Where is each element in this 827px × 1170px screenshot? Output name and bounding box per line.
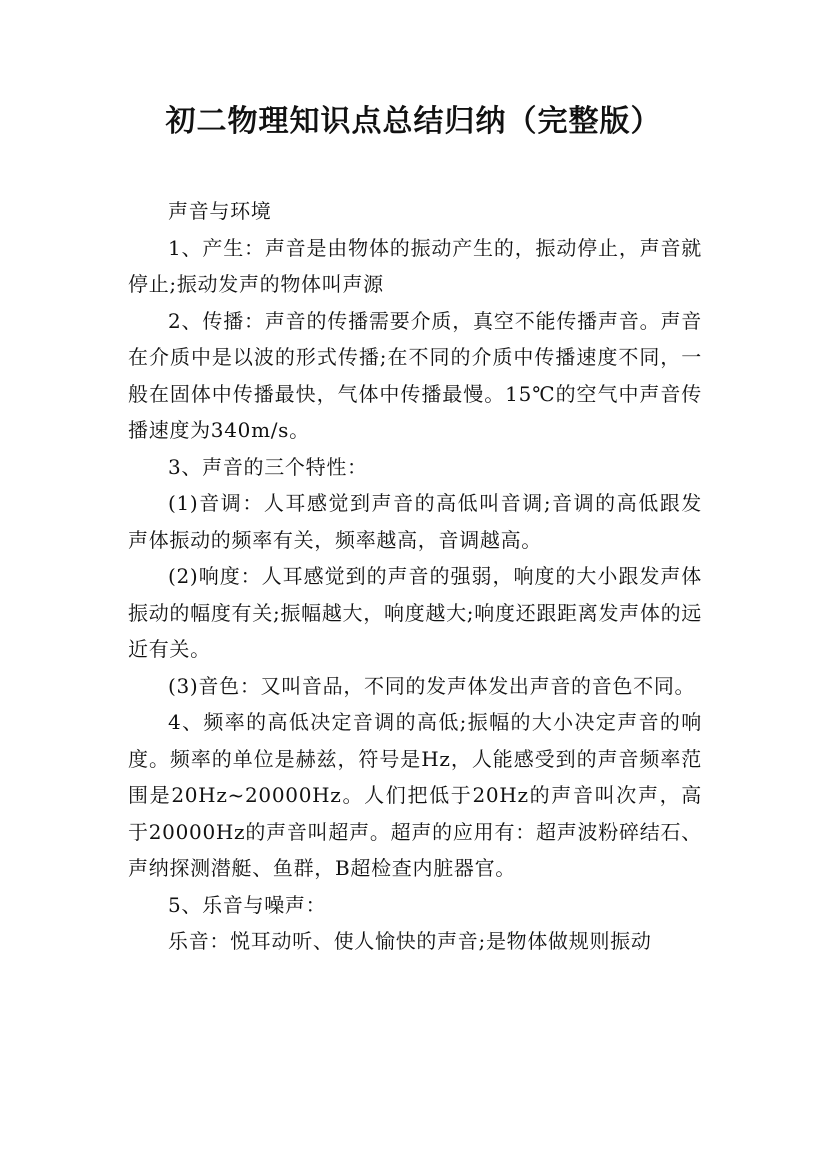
document-body — [128, 193, 702, 960]
paragraph-pitch: (1)音调：人耳感觉到声音的高低叫音调;音调的高低跟发声体振动的频率有关，频率越高，音调越高。 — [128, 491, 702, 552]
paragraph-musical-sound: 乐音：悦耳动听、使人愉快的声音;是物体做规则振动 — [168, 929, 652, 953]
paragraph-timbre: (3)音色：又叫音品，不同的发声体发出声音的音色不同。 — [168, 673, 696, 698]
paragraph-frequency: 4、频率的高低决定音调的高低;振幅的大小决定声音的响度。频率的单位是赫兹，符号是Hz，人能感受到的声音频率范围是20Hz~20000Hz。人们把低于20Hz的声音叫次声，高于20000Hz的声音叫超声。超声的应用有：超声波粉碎结石、声纳探测潜艇、鱼群，B超检查内脏器官。 — [128, 710, 702, 880]
paragraph-origin: 1、产生：声音是由物体的振动产生的，振动停止，声音就停止;振动发声的物体叫声源 — [128, 235, 702, 296]
paragraph-music-noise-heading: 5、乐音与噪声： — [168, 892, 327, 917]
paragraph-propagation: 2、传播：声音的传播需要介质，真空不能传播声音。声音在介质中是以波的形式传播;在不同的介质中传播速度不同，一般在固体中传播最快，气体中传播最慢。15℃的空气中声音传播速度为340m/s。 — [128, 308, 702, 442]
paragraph-loudness: (2)响度：人耳感觉到的声音的强弱，响度的大小跟发声体振动的幅度有关;振幅越大，响度越大;响度还跟距离发声体的远近有关。 — [128, 564, 702, 661]
document-title: 初二物理知识点总结归纳（完整版） — [165, 104, 662, 139]
section-heading: 声音与环境 — [168, 199, 272, 223]
paragraph-characteristics-heading: 3、声音的三个特性： — [168, 454, 368, 479]
